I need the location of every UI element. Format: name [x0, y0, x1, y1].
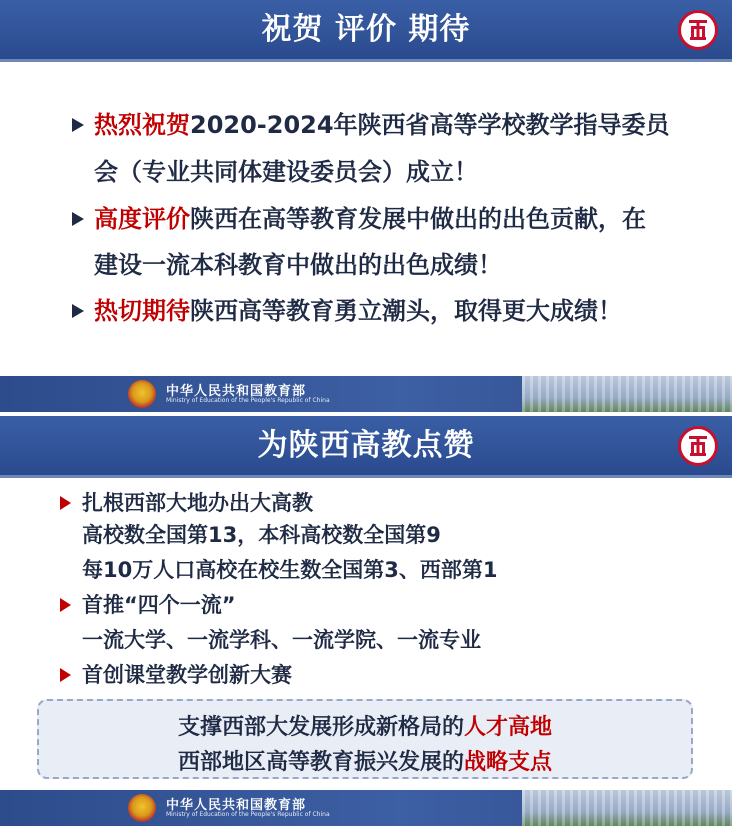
- title-bar: [0, 416, 732, 478]
- item-1-heading: 扎根西部大地办出大高教: [82, 491, 313, 515]
- bullet-arrow-icon: [72, 212, 84, 226]
- university-logo-icon: [678, 426, 718, 466]
- bullet-3-line-1: [94, 296, 732, 326]
- ministry-name-cn: 中华人民共和国教育部: [166, 384, 307, 399]
- bullet-1-line-2: 会（专业共同体建设委员会）成立！: [94, 158, 478, 186]
- bullet-2-text: 陕西在高等教育发展中做出的出色贡献，在: [190, 205, 646, 233]
- highlight-line-2-text: 西部地区高等教育振兴发展的: [177, 750, 464, 775]
- item-3-heading: 首创课堂教学创新大赛: [82, 663, 292, 687]
- building-image: [522, 790, 732, 826]
- item-2-detail-1: 一流大学、一流学科、一流学院、一流专业: [82, 628, 481, 652]
- bullet-arrow-icon: [72, 118, 84, 132]
- ministry-name-en: Ministry of Education of the People's Republic of China: [166, 397, 330, 404]
- slide-praise: [0, 416, 732, 826]
- bullet-2-highlight: 高度评价: [94, 205, 190, 233]
- title-bar: [0, 0, 732, 62]
- highlight-line-2: [39, 745, 691, 776]
- item-1-detail-1: 高校数全国第13，本科高校数全国第9: [82, 523, 441, 547]
- bullet-2-line-2: 建设一流本科教育中做出的出色成绩！: [94, 251, 502, 279]
- item-1-detail-2: 每10万人口高校在校生数全国第3、西部第1: [82, 558, 498, 582]
- ministry-name-cn: 中华人民共和国教育部: [166, 798, 307, 813]
- footer-bar: [0, 376, 732, 412]
- bullet-1-line-1: [94, 110, 732, 140]
- national-emblem-icon: [128, 794, 156, 822]
- bullet-arrow-icon: [72, 304, 84, 318]
- bullet-1-highlight: 热烈祝贺: [94, 111, 190, 139]
- bullet-arrow-icon: [60, 496, 71, 510]
- bullet-1-text: 2020-2024年陕西省高等学校教学指导委员: [190, 111, 670, 139]
- bullet-2-line-1: [94, 204, 732, 234]
- highlight-line-1: [39, 710, 691, 741]
- highlight-line-1-emphasis: 人才高地: [464, 715, 553, 740]
- bullet-3-highlight: 热切期待: [94, 297, 190, 325]
- footer-bar: [0, 790, 732, 826]
- slide-title: 为陕西高教点赞: [257, 428, 475, 463]
- highlight-line-2-emphasis: 战略支点: [464, 750, 553, 775]
- highlight-box: [37, 699, 693, 779]
- highlight-line-1-text: 支撑西部大发展形成新格局的: [177, 715, 464, 740]
- building-image: [522, 376, 732, 412]
- bullet-arrow-icon: [60, 598, 71, 612]
- university-logo-icon: [678, 10, 718, 50]
- national-emblem-icon: [128, 380, 156, 408]
- item-2-heading: 首推“四个一流”: [82, 593, 236, 617]
- bullet-arrow-icon: [60, 668, 71, 682]
- slide-title: 祝贺 评价 期待: [261, 12, 471, 47]
- ministry-name-en: Ministry of Education of the People's Republic of China: [166, 811, 330, 818]
- slide-celebration: [0, 0, 732, 412]
- bullet-3-text: 陕西高等教育勇立潮头，取得更大成绩！: [190, 297, 622, 325]
